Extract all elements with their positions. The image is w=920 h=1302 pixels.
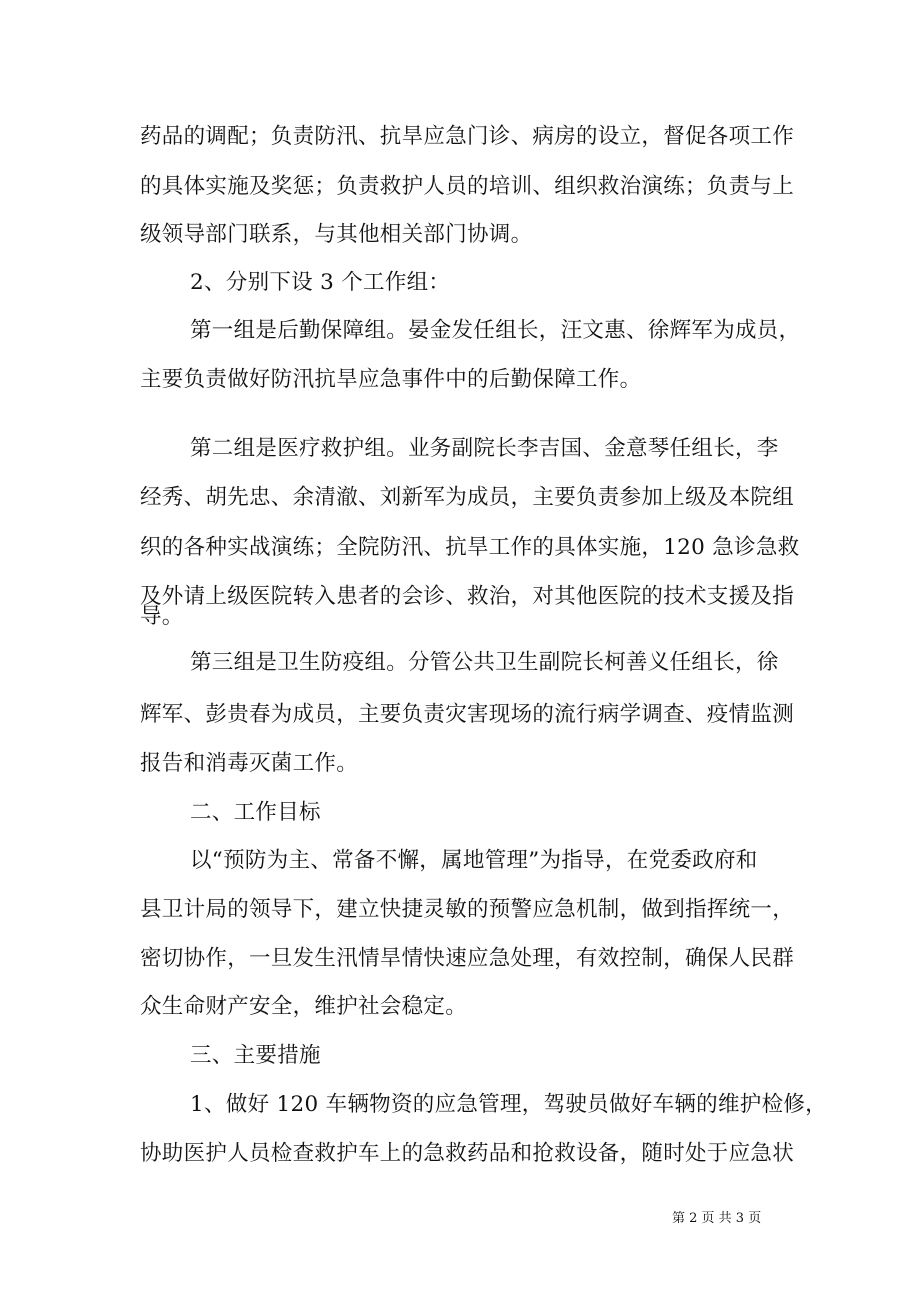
text-line: 以“预防为主、常备不懈，属地管理”为指导，在党委政府和 (190, 848, 758, 873)
text-line: 及外请上级医院转入患者的会诊、救治，对其他医院的技术支援及指 (140, 584, 795, 609)
text-line: 县卫计局的领导下，建立快捷灵敏的预警应急机制，做到指挥统一， (140, 897, 795, 922)
text-line: 报告和消毒灭菌工作。 (140, 751, 359, 776)
text-line: 级领导部门联系，与其他相关部门协调。 (140, 222, 533, 247)
text-line: 辉军、彭贵春为成员，主要负责灾害现场的流行病学调查、疫情监测 (140, 702, 795, 727)
list-heading: 2、分别下设 3 个工作组： (190, 270, 451, 295)
text-line: 众生命财产安全，维护社会稳定。 (140, 994, 468, 1019)
text-line: 密切协作，一旦发生汛情旱情快速应急处理，有效控制，确保人民群 (140, 946, 795, 971)
text-line: 1、做好 120 车辆物资的应急管理，驾驶员做好车辆的维护检修， (190, 1092, 827, 1117)
text-line: 协助医护人员检查救护车上的急救药品和抢救设备，随时处于应急状 (140, 1141, 795, 1166)
text-line: 经秀、胡先忠、余清澈、刘新军为成员，主要负责参加上级及本院组 (140, 485, 795, 510)
text-line: 的具体实施及奖惩；负责救护人员的培训、组织救治演练；负责与上 (140, 174, 795, 199)
text-line: 织的各种实战演练；全院防汛、抗旱工作的具体实施，120 急诊急救 (140, 535, 800, 560)
section-heading: 二、工作目标 (190, 800, 321, 825)
page-number: 第 2 页 共 3 页 (672, 1211, 762, 1226)
section-heading: 三、主要措施 (190, 1043, 321, 1068)
text-line: 第三组是卫生防疫组。分管公共卫生副院长柯善义任组长，徐 (190, 650, 779, 675)
text-line: 第一组是后勤保障组。晏金发任组长，汪文惠、徐辉军为成员， (190, 318, 801, 343)
text-line: 第二组是医疗救护组。业务副院长李吉国、金意琴任组长，李 (190, 436, 779, 461)
text-line: 导。 (140, 604, 184, 629)
text-line: 主要负责做好防汛抗旱应急事件中的后勤保障工作。 (140, 367, 642, 392)
text-line: 药品的调配；负责防汛、抗旱应急门诊、病房的设立，督促各项工作 (140, 124, 795, 149)
